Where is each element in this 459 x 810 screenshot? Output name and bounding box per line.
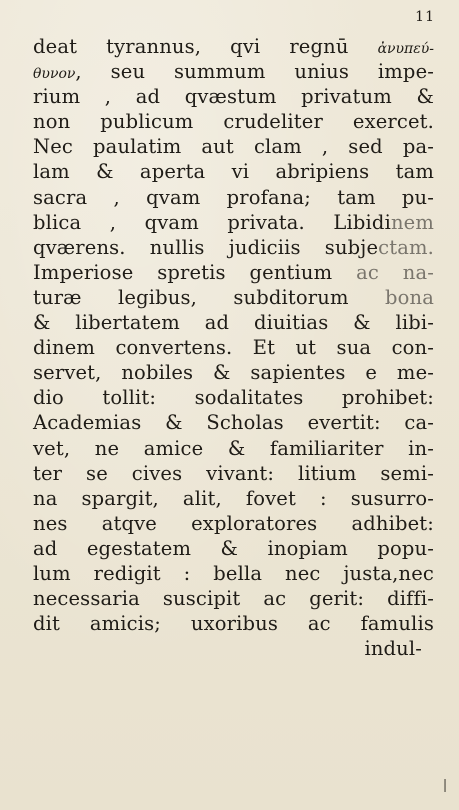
text-line [33, 360, 434, 385]
text-line [33, 385, 434, 410]
text-line [33, 536, 434, 561]
text-line [33, 586, 434, 611]
page-corner-mark-icon: ǀ [442, 776, 448, 797]
text-segment: turæ legibus, subditorum [33, 285, 385, 309]
text-line [33, 159, 434, 184]
text-line [33, 134, 434, 159]
text-segment: vet, ne amice & familiariter in- [33, 436, 434, 460]
catchword: indul- [364, 637, 422, 661]
text-segment: non publicum crudeliter exercet. [33, 110, 434, 134]
greek-word: θυνον [33, 66, 76, 83]
faded-text: ac na- [356, 260, 434, 284]
text-segment: ad egestatem & inopiam popu- [33, 536, 434, 560]
text-line [33, 210, 434, 235]
text-line [33, 436, 434, 461]
text-line [33, 185, 434, 210]
faded-text: bona [384, 285, 434, 309]
text-segment: rium , ad qvæstum privatum & [33, 85, 434, 109]
text-segment: lum redigit : bella nec justa,nec [33, 561, 434, 585]
text-line [33, 461, 434, 486]
text-segment: & libertatem ad diuitias & libi- [33, 311, 434, 335]
text-segment: sacra , qvam profana; tam pu- [33, 185, 434, 209]
text-line [33, 84, 434, 109]
text-line [33, 34, 434, 59]
page-text [33, 34, 434, 661]
catchword-line [33, 636, 434, 661]
text-line [33, 109, 434, 134]
text-segment: ter se cives vivant: litium semi- [33, 461, 434, 485]
page-number: 11 [415, 9, 435, 25]
text-segment: , seu summum unius impe- [75, 60, 434, 84]
text-segment: Imperiose spretis gentium [33, 260, 357, 284]
text-line [33, 260, 434, 285]
text-segment: Nec paulatim aut clam , sed pa- [33, 135, 434, 159]
text-line [33, 235, 434, 260]
text-line [33, 511, 434, 536]
text-line [33, 410, 434, 435]
text-segment: dinem convertens. Et ut sua con- [33, 336, 434, 360]
text-segment: nes atqve exploratores adhibet: [33, 511, 434, 535]
text-segment: blica , qvam privata. Libidi [33, 210, 391, 234]
faded-text: nem [390, 210, 434, 234]
text-line [33, 335, 434, 360]
text-segment: deat tyrannus, qvi regnū [33, 35, 378, 58]
text-line [33, 611, 434, 636]
text-segment: necessaria suscipit ac gerit: diffi- [33, 587, 434, 611]
faded-text: ctam. [378, 235, 434, 259]
text-line [33, 486, 434, 511]
text-segment: dit amicis; uxoribus ac famulis [33, 612, 434, 636]
text-line [33, 561, 434, 586]
text-segment: lam & aperta vi abripiens tam [33, 160, 434, 184]
greek-word: ἀνυπεύ- [377, 41, 434, 57]
text-segment: dio tollit: sodalitates prohibet: [33, 386, 434, 410]
text-line [33, 285, 434, 310]
text-segment: na spargit, alit, fovet : susurro- [33, 486, 434, 510]
text-line [33, 310, 434, 335]
text-segment: qværens. nullis judiciis subje [33, 235, 379, 259]
text-segment: Academias & Scholas evertit: ca- [33, 411, 434, 435]
text-line [33, 59, 434, 84]
text-segment: servet, nobiles & sapientes e me- [33, 361, 434, 385]
